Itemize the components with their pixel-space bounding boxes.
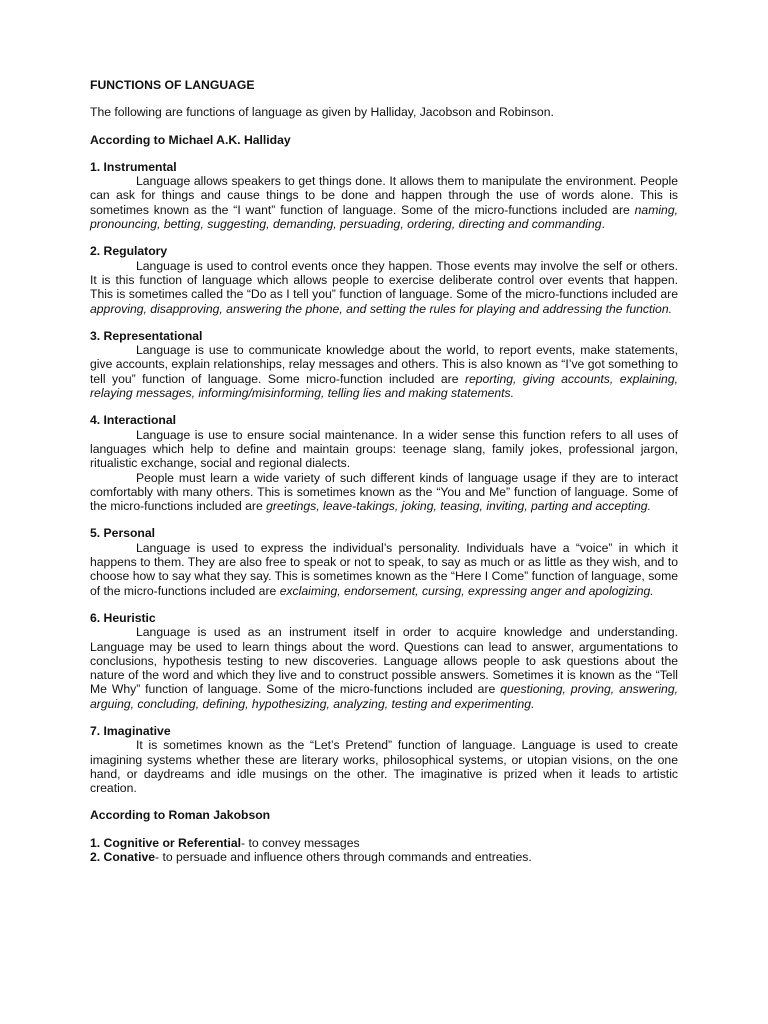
section-paragraph xyxy=(90,738,678,795)
document-page xyxy=(90,78,678,864)
function-section xyxy=(90,329,678,400)
micro-functions-list: approving, disapproving, answering the phone, and setting the rules for playing and addressing the function. xyxy=(90,301,673,316)
section-paragraph xyxy=(90,428,678,471)
function-section xyxy=(90,244,678,315)
paragraph-text: Language is use to ensure social maintenance. In a wider sense this function refers to all uses of languages which help to define and maintain groups: teenage slang, family jokes, professional jargon, ritualistic exchange, social and regional dialects. xyxy=(90,427,678,471)
function-section xyxy=(90,526,678,597)
micro-functions-list: naming, pronouncing, betting, suggesting, demanding, persuading, ordering, directing and commanding xyxy=(90,202,678,232)
halliday-heading: According to Michael A.K. Halliday xyxy=(90,132,291,147)
paragraph-text: Language is used to control events once they happen. Those events may involve the self or others. It is this function of language which allows people to exercise deliberate control over events that happen. This is sometimes called the “Do as I tell you” function of language. Some of the micro-functions included are xyxy=(90,258,678,302)
section-heading: 5. Personal xyxy=(90,526,156,541)
section-paragraph xyxy=(90,625,678,711)
paragraph-text: Language is use to communicate knowledge about the world, to report events, make statements, give accounts, explain relationships, relay messages and others. This is also known as “I’ve got something to tell you” function of language. Some micro-function included are xyxy=(90,343,678,386)
jakobson-item xyxy=(90,836,678,850)
jakobson-list xyxy=(90,836,678,865)
jakobson-description: - to persuade and influence others through commands and entreaties. xyxy=(155,850,532,865)
micro-functions-list: questioning, proving, answering, arguing, concluding, defining, hypothesizing, analyzing, testing and experimenting. xyxy=(90,682,679,711)
section-paragraph xyxy=(90,471,678,514)
section-heading: 7. Imaginative xyxy=(90,723,171,738)
paragraph-text: Language is used as an instrument itself in order to acquire knowledge and understanding. Language may be used to learn things about the word. Questions can lead to answer, argumentations to conclusions, hypothesis testing to new discoveries. Language allows people to ask questions about the nature of the word and which they live and to construct possible answers. Sometimes it is known as the “Tell Me Why” function of language. Some of the micro-functions included are xyxy=(90,625,678,697)
section-heading: 4. Interactional xyxy=(90,413,177,428)
section-heading: 1. Instrumental xyxy=(90,159,177,174)
jakobson-description: - to convey messages xyxy=(241,835,360,850)
micro-functions-list: greetings, leave-takings, joking, teasing, inviting, parting and accepting. xyxy=(266,499,651,514)
paragraph-text: It is sometimes known as the “Let’s Pretend” function of language. Language is used to create imagining systems whether these are literary works, philosophical systems, or utopian visions, on the one hand, or daydreams and idle musings on the other. The imaginative is prized when it leads to artistic creation. xyxy=(90,738,678,796)
section-paragraph xyxy=(90,174,678,231)
jakobson-heading: According to Roman Jakobson xyxy=(90,808,271,823)
function-section xyxy=(90,611,678,711)
paragraph-text: People must learn a wide variety of such different kinds of language usage if they are to interact comfortably with many others. This is sometimes known as the “You and Me” function of language. Some of the micro-functions included are xyxy=(90,470,678,514)
paragraph-text: Language is used to express the individual’s personality. Individuals have a “voice” in which it happens to them. They are also free to speak or not to speak, to say as much or as little as they wish, and to choose how to say what they say. This is sometimes known as the “Here I Come” function of language, some of the micro-functions included are xyxy=(90,540,678,598)
document-title: FUNCTIONS OF LANGUAGE xyxy=(90,78,255,92)
paragraph-end: . xyxy=(601,217,605,232)
jakobson-item xyxy=(90,850,678,864)
section-paragraph xyxy=(90,259,678,316)
function-section xyxy=(90,160,678,231)
section-heading: 6. Heuristic xyxy=(90,610,156,625)
halliday-sections xyxy=(90,160,678,796)
section-heading: 3. Representational xyxy=(90,328,203,343)
paragraph-text: Language allows speakers to get things done. It allows them to manipulate the environment. People can ask for things and cause things to be done and happen through the use of words alone. This is sometimes known as the “I want” function of language. Some of the micro-functions included are xyxy=(90,174,678,217)
micro-functions-list: exclaiming, endorsement, cursing, expressing anger and apologizing. xyxy=(279,583,654,598)
intro-paragraph: The following are functions of language as given by Halliday, Jacobson and Robinson. xyxy=(90,105,554,120)
micro-functions-list: reporting, giving accounts, explaining, relaying messages, informing/misinforming, telling lies and making statements. xyxy=(90,371,678,401)
jakobson-term: 2. Conative xyxy=(90,850,156,865)
section-heading: 2. Regulatory xyxy=(90,244,168,259)
section-paragraph xyxy=(90,343,678,400)
function-section xyxy=(90,724,678,795)
section-paragraph xyxy=(90,541,678,598)
function-section xyxy=(90,413,678,513)
jakobson-term: 1. Cognitive or Referential xyxy=(90,835,242,850)
